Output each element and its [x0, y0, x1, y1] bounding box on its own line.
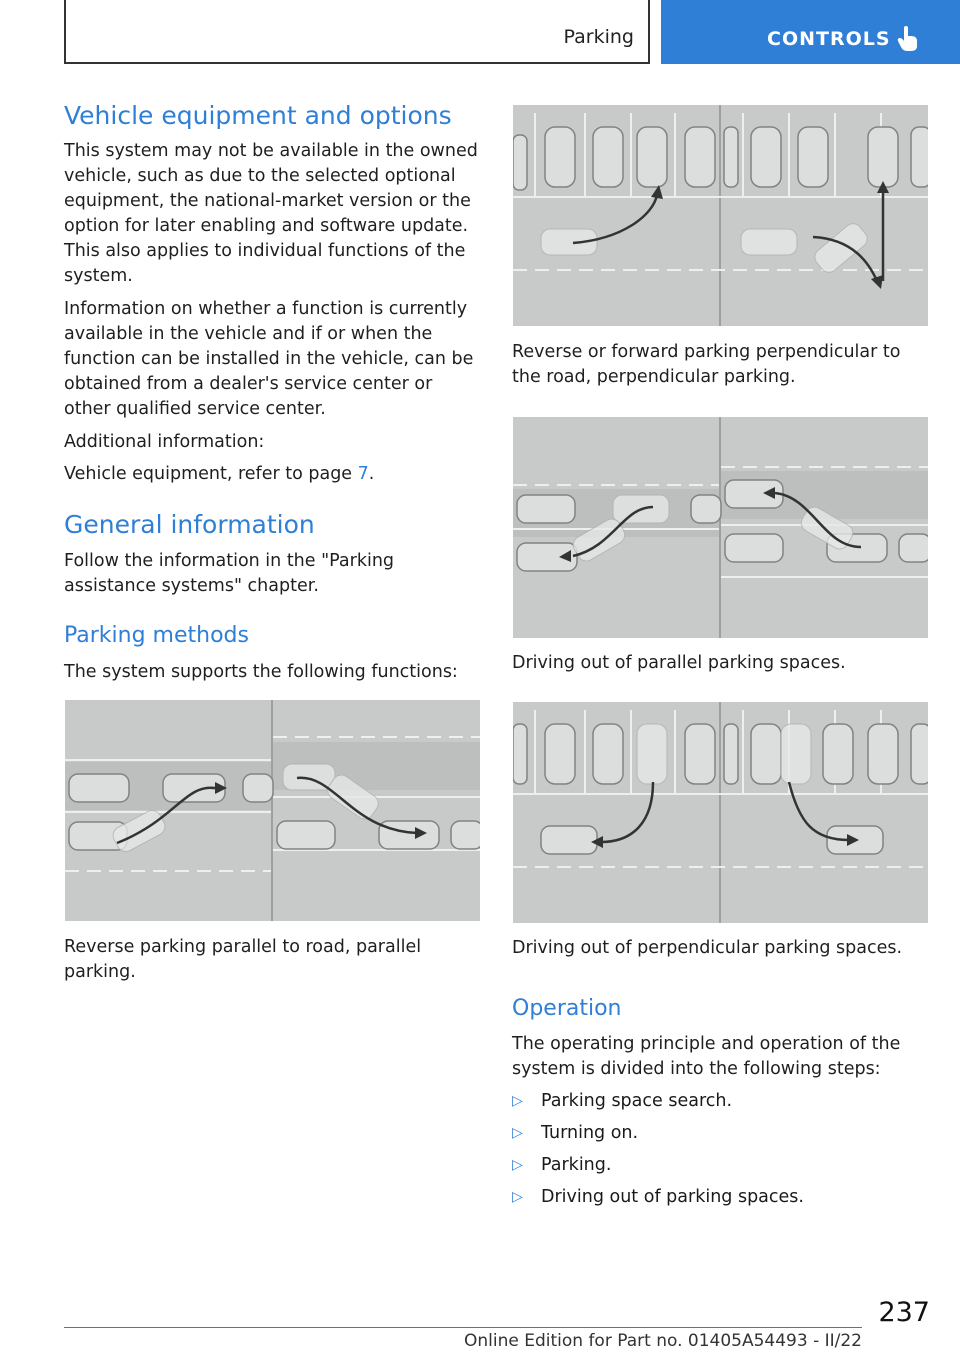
list-item	[512, 1121, 930, 1146]
triangle-bullet-icon: ▷	[512, 1093, 523, 1109]
reference-end: .	[368, 464, 375, 484]
heading-parking-methods: Parking methods	[64, 623, 249, 648]
paragraph-operation: The operating principle and operation of the system is divided into the following steps:	[512, 1034, 901, 1079]
triangle-bullet-icon: ▷	[512, 1157, 523, 1173]
list-item-text: Driving out of parking spaces.	[541, 1187, 804, 1207]
caption-exit-parallel: Driving out of parallel parking spaces.	[512, 653, 846, 673]
paragraph-general: Follow the information in the "Parking assistance systems" chapter.	[64, 551, 395, 596]
list-item-text: Turning on.	[541, 1123, 639, 1143]
operation-steps-list	[512, 1089, 930, 1217]
list-item	[512, 1185, 930, 1210]
reference-text: Vehicle equipment, refer to page	[64, 464, 353, 484]
caption-exit-perpendicular: Driving out of perpendicular parking spaces.	[512, 938, 903, 958]
triangle-bullet-icon: ▷	[512, 1125, 523, 1141]
header-section-title: Parking	[563, 26, 634, 48]
pointing-hand-icon	[897, 26, 919, 52]
list-item-text: Parking space search.	[541, 1091, 733, 1111]
heading-vehicle-equipment: Vehicle equipment and options	[64, 101, 452, 130]
paragraph-availability: This system may not be available in the owned vehicle, such as due to the selected optional equipment, the national-market version or the option for later enabling and software update. This also applies to individual functions of the system.	[64, 141, 478, 286]
paragraph-function-info: Information on whether a function is currently available in the vehicle and if or when the function can be installed in the vehicle, can be obtained from a dealer's service center or other qualified service center.	[64, 299, 474, 419]
caption-parallel-parking: Reverse parking parallel to road, parallel parking.	[64, 937, 422, 982]
paragraph-methods: The system supports the following functions:	[64, 662, 458, 682]
figure-exit-perpendicular	[513, 702, 928, 923]
footer-divider	[64, 1327, 862, 1328]
header-chapter-tab[interactable]	[661, 0, 960, 64]
triangle-bullet-icon: ▷	[512, 1189, 523, 1205]
list-item	[512, 1153, 930, 1178]
list-item-text: Parking.	[541, 1155, 612, 1175]
figure-parallel-parking	[65, 700, 480, 921]
page-number: 237	[878, 1297, 930, 1328]
paragraph-additional: Additional information:	[64, 432, 265, 452]
figure-perpendicular-parking	[513, 105, 928, 326]
page-link[interactable]: 7	[357, 464, 369, 484]
list-item	[512, 1089, 930, 1114]
heading-general-information: General information	[64, 510, 315, 539]
paragraph-reference	[64, 462, 482, 487]
caption-perpendicular-parking: Reverse or forward parking perpendicular to the road, perpendicular parking.	[512, 342, 901, 387]
header-chapter-label: CONTROLS	[767, 28, 891, 50]
heading-operation: Operation	[512, 996, 622, 1021]
header-section-box	[64, 0, 650, 64]
footer-edition: Online Edition for Part no. 01405A54493 - II/22	[463, 1331, 862, 1351]
figure-exit-parallel	[513, 417, 928, 638]
